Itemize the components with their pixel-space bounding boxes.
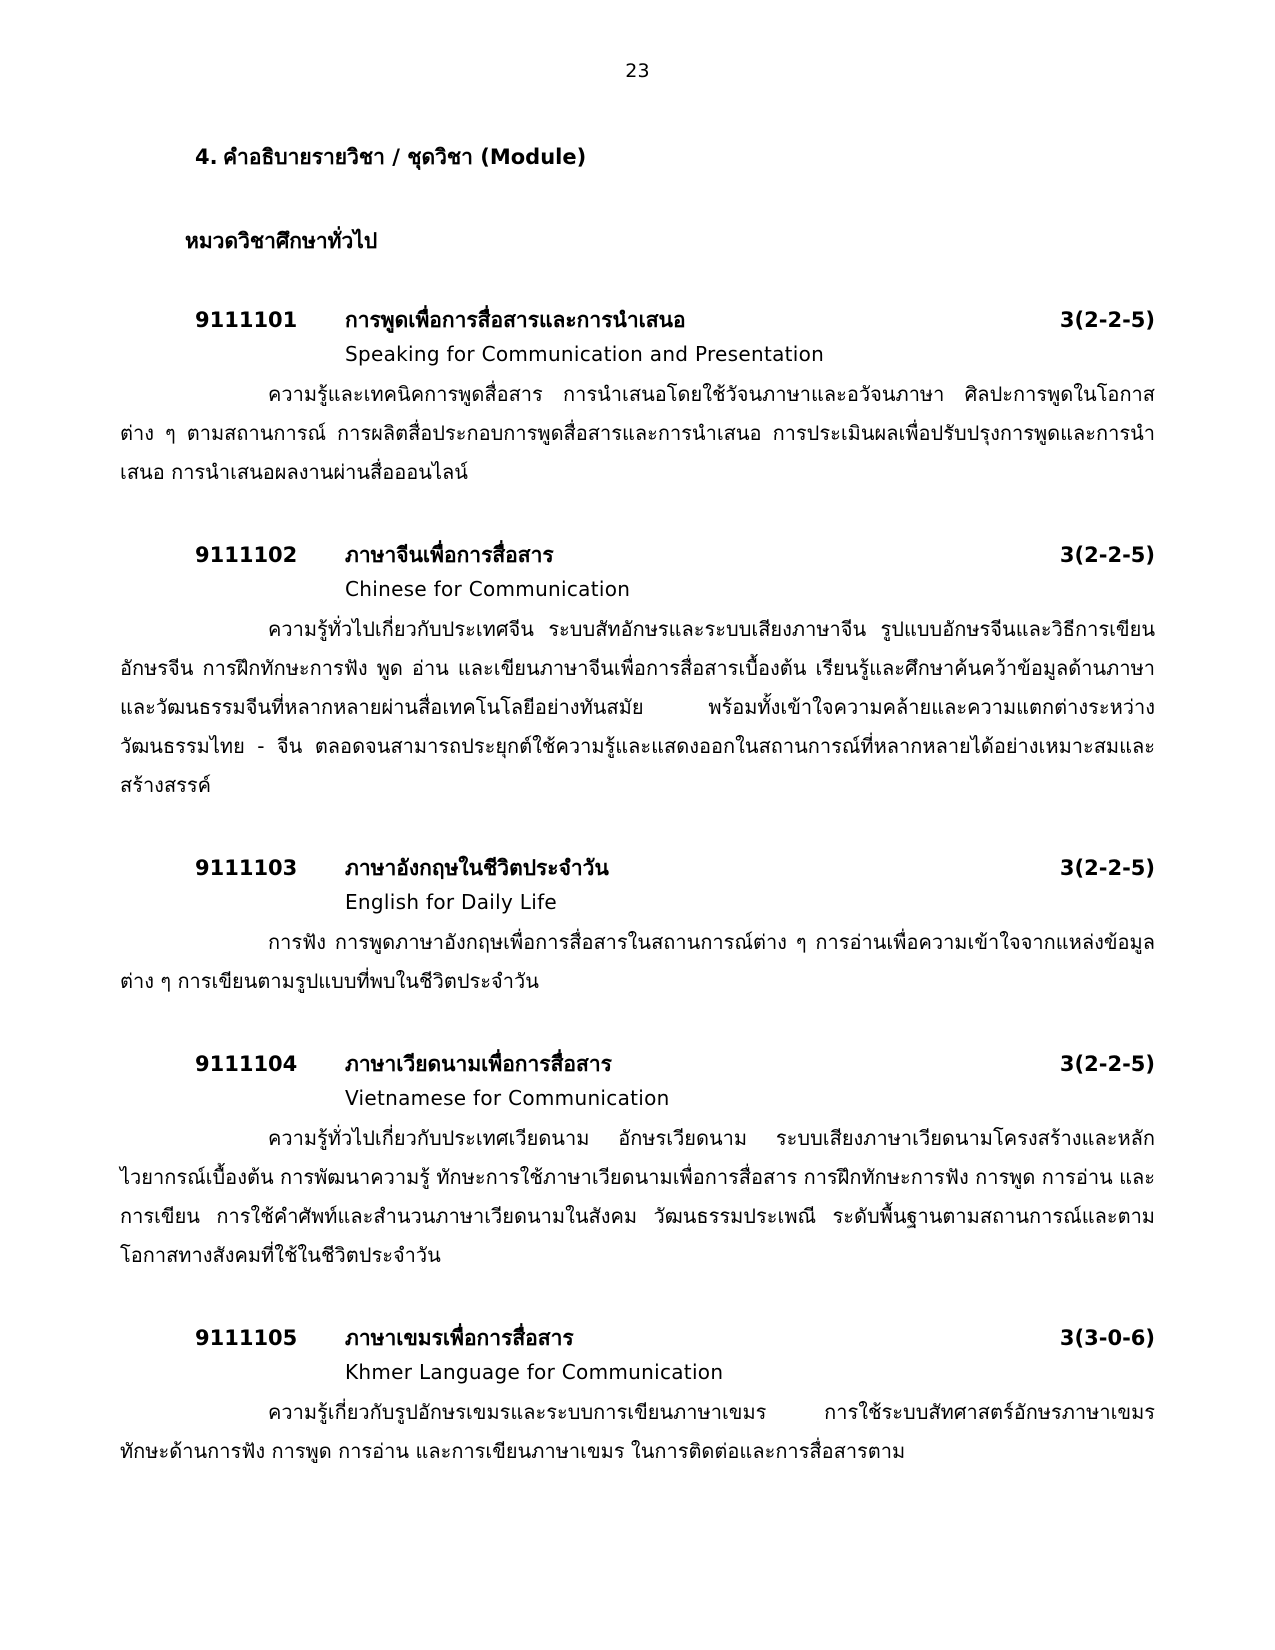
course-entry xyxy=(120,1323,1155,1471)
course-credits: 3(2-2-5) xyxy=(1059,543,1155,567)
course-title-thai: การพูดเพื่อการสื่อสารและการนำเสนอ xyxy=(345,308,686,332)
course-header xyxy=(195,853,1155,883)
course-title-thai: ภาษาจีนเพื่อการสื่อสาร xyxy=(345,543,554,567)
course-code: 9111103 xyxy=(195,856,298,880)
course-credits: 3(2-2-5) xyxy=(1059,856,1155,880)
subsection-heading: หมวดวิชาศึกษาทั่วไป xyxy=(185,228,378,253)
course-title-thai: ภาษาเวียดนามเพื่อการสื่อสาร xyxy=(345,1052,612,1076)
page-number: 23 xyxy=(625,60,650,82)
course-code: 9111101 xyxy=(195,308,298,332)
section-title: คำอธิบายรายวิชา / ชุดวิชา (Module) xyxy=(223,145,587,169)
course-description: ความรู้ทั่วไปเกี่ยวกับประเทศเวียดนาม อักษรเวียดนาม ระบบเสียงภาษาเวียดนามโครงสร้างและหลักไวยากรณ์เบื้องต้น การพัฒนาความรู้ ทักษะการใช้ภาษาเวียดนามเพื่อการสื่อสาร การฝึกทักษะการฟัง การพูด การอ่าน และการเขียน การใช้คำศัพท์และสำนวนภาษาเวียดนามในสังคม วัฒนธรรมประเพณี ระดับพื้นฐานตามสถานการณ์และตามโอกาสทางสังคมที่ใช้ในชีวิตประจำวัน xyxy=(120,1126,1155,1267)
course-title-english: Vietnamese for Communication xyxy=(345,1086,670,1110)
course-description: ความรู้เกี่ยวกับรูปอักษรเขมรและระบบการเขียนภาษาเขมร การใช้ระบบสัทศาสตร์อักษรภาษาเขมร ทักษะด้านการฟัง การพูด การอ่าน และการเขียนภาษาเขมร ในการติดต่อและการสื่อสารตาม xyxy=(120,1400,1155,1463)
course-entry xyxy=(120,853,1155,1001)
course-title-thai: ภาษาอังกฤษในชีวิตประจำวัน xyxy=(345,856,609,880)
course-entry xyxy=(120,1049,1155,1275)
course-header xyxy=(195,1049,1155,1079)
course-title-english: English for Daily Life xyxy=(345,890,558,914)
course-header xyxy=(195,1323,1155,1353)
section-number: 4. xyxy=(195,145,218,169)
course-header xyxy=(195,305,1155,335)
course-credits: 3(2-2-5) xyxy=(1059,1052,1155,1076)
course-title-thai: ภาษาเขมรเพื่อการสื่อสาร xyxy=(345,1326,574,1350)
course-title-english: Khmer Language for Communication xyxy=(345,1360,724,1384)
course-title-english: Speaking for Communication and Presentation xyxy=(345,342,825,366)
section-heading xyxy=(195,142,1155,174)
course-description: ความรู้ทั่วไปเกี่ยวกับประเทศจีน ระบบสัทอักษรและระบบเสียงภาษาจีน รูปแบบอักษรจีนและวิธีการเขียนอักษรจีน การฝึกทักษะการฟัง พูด อ่าน และเขียนภาษาจีนเพื่อการสื่อสารเบื้องต้น เรียนรู้และศึกษาค้นคว้าข้อมูลด้านภาษาและวัฒนธรรมจีนที่หลากหลายผ่านสื่อเทคโนโลยีอย่างทันสมัย พร้อมทั้งเข้าใจความคล้ายและความแตกต่างระหว่างวัฒนธรรมไทย - จีน ตลอดจนสามารถประยุกต์ใช้ความรู้และแสดงออกในสถานการณ์ที่หลากหลายได้อย่างเหมาะสมและสร้างสรรค์ xyxy=(120,617,1155,797)
course-entry xyxy=(120,540,1155,805)
course-code: 9111102 xyxy=(195,543,298,567)
course-description: การฟัง การพูดภาษาอังกฤษเพื่อการสื่อสารในสถานการณ์ต่าง ๆ การอ่านเพื่อความเข้าใจจากแหล่งข้อมูลต่าง ๆ การเขียนตามรูปแบบที่พบในชีวิตประจำวัน xyxy=(120,930,1155,993)
course-entry xyxy=(120,305,1155,492)
course-header xyxy=(195,540,1155,570)
course-credits: 3(2-2-5) xyxy=(1059,308,1155,332)
course-code: 9111104 xyxy=(195,1052,298,1076)
course-description: ความรู้และเทคนิคการพูดสื่อสาร การนำเสนอโดยใช้วัจนภาษาและอวัจนภาษา ศิลปะการพูดในโอกาสต่าง ๆ ตามสถานการณ์ การผลิตสื่อประกอบการพูดสื่อสารและการนำเสนอ การประเมินผลเพื่อปรับปรุงการพูดและการนำเสนอ การนำเสนอผลงานผ่านสื่อออนไลน์ xyxy=(120,382,1155,484)
course-credits: 3(3-0-6) xyxy=(1059,1326,1155,1350)
course-title-english: Chinese for Communication xyxy=(345,577,631,601)
course-code: 9111105 xyxy=(195,1326,298,1350)
